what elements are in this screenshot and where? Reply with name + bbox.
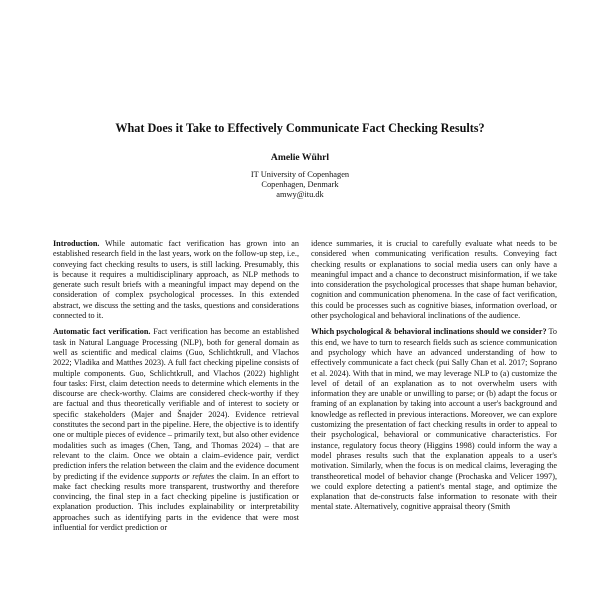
right-column — [311, 239, 557, 600]
introduction-text: While automatic fact verification has grown into an established research field in the last years, work on the follow-up step, i.e., conveying fact checking results to users, is still lacking. Presumably, this is because it requires a multidisciplinary approach, as NLP methods to generate such result briefs with a meaningful impact may depend on the consideration of complex psychological processes. In this extended abstract, we discuss the setting and the tasks, questions and considerations connected to it. — [53, 239, 299, 321]
fact-verification-paragraph — [53, 327, 299, 533]
fact-verification-text-2: the claim. In an effort to make fact checking results more transparent, trustworthy and therefore convincing, the final step in a fact checking pipeline is justification or explanation production. This includes explainability or interpretability approaches such as identifying parts in the evidence that were most influential for verdict prediction or — [53, 471, 299, 533]
introduction-heading: Introduction. — [53, 239, 100, 248]
author-name: Amelie Wührl — [270, 152, 330, 163]
introduction-paragraph — [53, 239, 299, 321]
psychological-text: To this end, we have to turn to research fields such as science communication and psychology which have an advanced understanding of how to effectively communicate a fact check (pui Sally Chan et al. 2017; Soprano et al. 2024). With that in mind, we may leverage NLP to (a) customize the level of detail of an explanation as to not overwhelm users with information they are unable or unwilling to parse; or (b) adapt the focus or framing of an explanation by taking into account a user's background and knowledge as reflected in previous interactions. Moreover, we can explore customizing the presentation of fact checking results in order to appeal to their psychological, behavioral or communicative characteristics. For instance, regulatory focus theory (Higgins 1998) could inform the way a model phrases results such that the explanation appeals to a user's motivation. Similarly, when the focus is on medical claims, leveraging the transtheoretical model of behavior change (Prochaska and Velicer 1997), we could explore detecting a patient's mental stage, and optimize the explanation that de-constructs false information to resonate with their mental state. Alternatively, cognitive appraisal theory (Smith — [311, 327, 557, 512]
affiliation-institution: IT University of Copenhagen — [250, 170, 350, 179]
paper-title: What Does it Take to Effectively Communicate Fact Checking Results? — [115, 121, 485, 135]
affiliation-block — [0, 170, 600, 200]
fact-verification-heading: Automatic fact verification. — [53, 327, 151, 337]
affiliation-city: Copenhagen, Denmark — [261, 180, 339, 189]
continuation-paragraph: idence summaries, it is crucial to carefully evaluate what needs to be considered when communicating verification results. Conveying fact checking results or explanations to social media users can only have a meaningful impact and a chance to deconstruct misinformation, if we take into consideration the psychological processes that shape human behavior, cognition and communication phenomena. In the case of fact verification, this could be processes such as cognitive biases, information overload, or other psychological and behavioral inclinations of the audience. — [311, 239, 557, 321]
psychological-heading: Which psychological & behavioral inclinations should we consider? — [311, 327, 547, 337]
fact-verification-emphasis: supports or refutes — [151, 471, 215, 481]
fact-verification-text-1: Fact verification has become an established task in Natural Language Processing (NLP), both for general domain as well as scientific and medical claims (Guo, Schlichtkrull, and Vlachos 2022; Vladika and Matthes 2023). A full fact checking pipeline consists of multiple components. Guo, Schlichtkrull, and Vlachos (2022) highlight four tasks: First, claim detection needs to determine which elements in the discourse are check-worthy. Claims are considered check-worthy if they are factual and thus theoretically verifiable and of interest to society or specific stakeholders (Majer and Šnajder 2024). Evidence retrieval constitutes the second part in the pipeline. Here, the objective is to identify one or multiple pieces of evidence – primarily text, but also other evidence modalities such as images (Chen, Tang, and Thomas 2024) – that are relevant to the claim. Once we obtain a claim–evidence pair, verdict prediction infers the relation between the claim and the evidence document by predicting if the evidence — [53, 327, 299, 481]
left-column — [53, 239, 299, 600]
affiliation-email: amwy@itu.dk — [276, 190, 324, 199]
psychological-paragraph — [311, 327, 557, 512]
